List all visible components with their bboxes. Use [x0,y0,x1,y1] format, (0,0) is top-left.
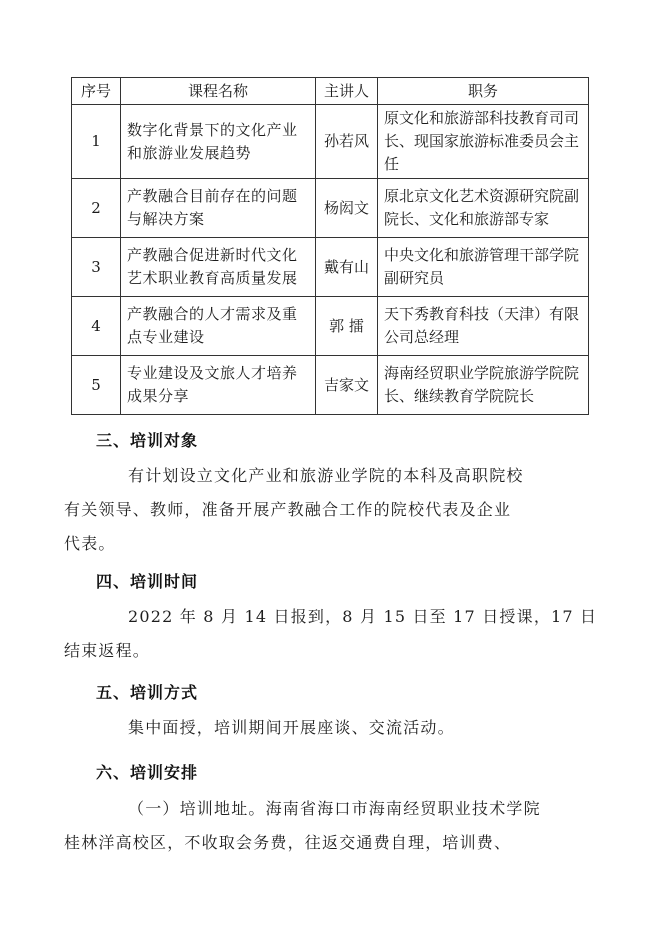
paragraph-line: 有计划设立文化产业和旅游业学院的本科及高职院校 [128,466,524,485]
paragraph-line: 有关领导、教师，准备开展产教融合工作的院校代表及企业 [64,500,512,519]
table-row [72,356,589,415]
paragraph-line: 2022 年 8 月 14 日报到，8 月 15 日至 17 日授课，17 日 [128,607,598,626]
table-row [72,297,589,356]
header-position: 职务 [378,78,589,105]
table-header-row [72,78,589,105]
header-speaker: 主讲人 [316,78,378,105]
row-number: 5 [72,356,121,415]
paragraph-line: 桂林洋高校区，不收取会务费，往返交通费自理，培训费、 [64,833,512,852]
paragraph-line: 集中面授，培训期间开展座谈、交流活动。 [128,718,455,737]
speaker-name: 吉家文 [316,356,378,415]
row-number: 1 [72,105,121,179]
course-table [71,77,589,415]
speaker-position: 原北京文化艺术资源研究院副院长、文化和旅游部专家 [378,179,589,238]
speaker-name: 郭 擂 [316,297,378,356]
paragraph-line: 结束返程。 [64,641,151,660]
speaker-position: 海南经贸职业学院旅游学院院长、继续教育学院院长 [378,356,589,415]
speaker-name: 杨闳文 [316,179,378,238]
speaker-position: 中央文化和旅游管理干部学院副研究员 [378,238,589,297]
row-number: 4 [72,297,121,356]
table-row [72,105,589,179]
header-course-name: 课程名称 [121,78,316,105]
section-body-trainees [64,459,566,561]
speaker-name: 孙若风 [316,105,378,179]
row-number: 3 [72,238,121,297]
paragraph-line: 代表。 [64,534,116,553]
section-heading-time: 四、培训时间 [96,572,199,591]
section-heading-method: 五、培训方式 [96,683,199,702]
section-heading-trainees: 三、培训对象 [96,431,199,450]
course-name: 专业建设及文旅人才培养成果分享 [121,356,316,415]
table-row [72,179,589,238]
section-body-method [96,711,566,745]
course-name: 产教融合目前存在的问题与解决方案 [121,179,316,238]
header-number: 序号 [72,78,121,105]
section-body-time [64,600,598,668]
paragraph-line: （一）培训地址。海南省海口市海南经贸职业技术学院 [128,799,541,818]
section-body-arrangement [64,792,566,860]
row-number: 2 [72,179,121,238]
table-row [72,238,589,297]
course-name: 数字化背景下的文化产业和旅游业发展趋势 [121,105,316,179]
section-heading-arrangement: 六、培训安排 [96,763,199,782]
speaker-position: 天下秀教育科技（天津）有限公司总经理 [378,297,589,356]
speaker-position: 原文化和旅游部科技教育司司长、现国家旅游标准委员会主任 [378,105,589,179]
speaker-name: 戴有山 [316,238,378,297]
course-name: 产教融合的人才需求及重点专业建设 [121,297,316,356]
course-name: 产教融合促进新时代文化艺术职业教育高质量发展 [121,238,316,297]
